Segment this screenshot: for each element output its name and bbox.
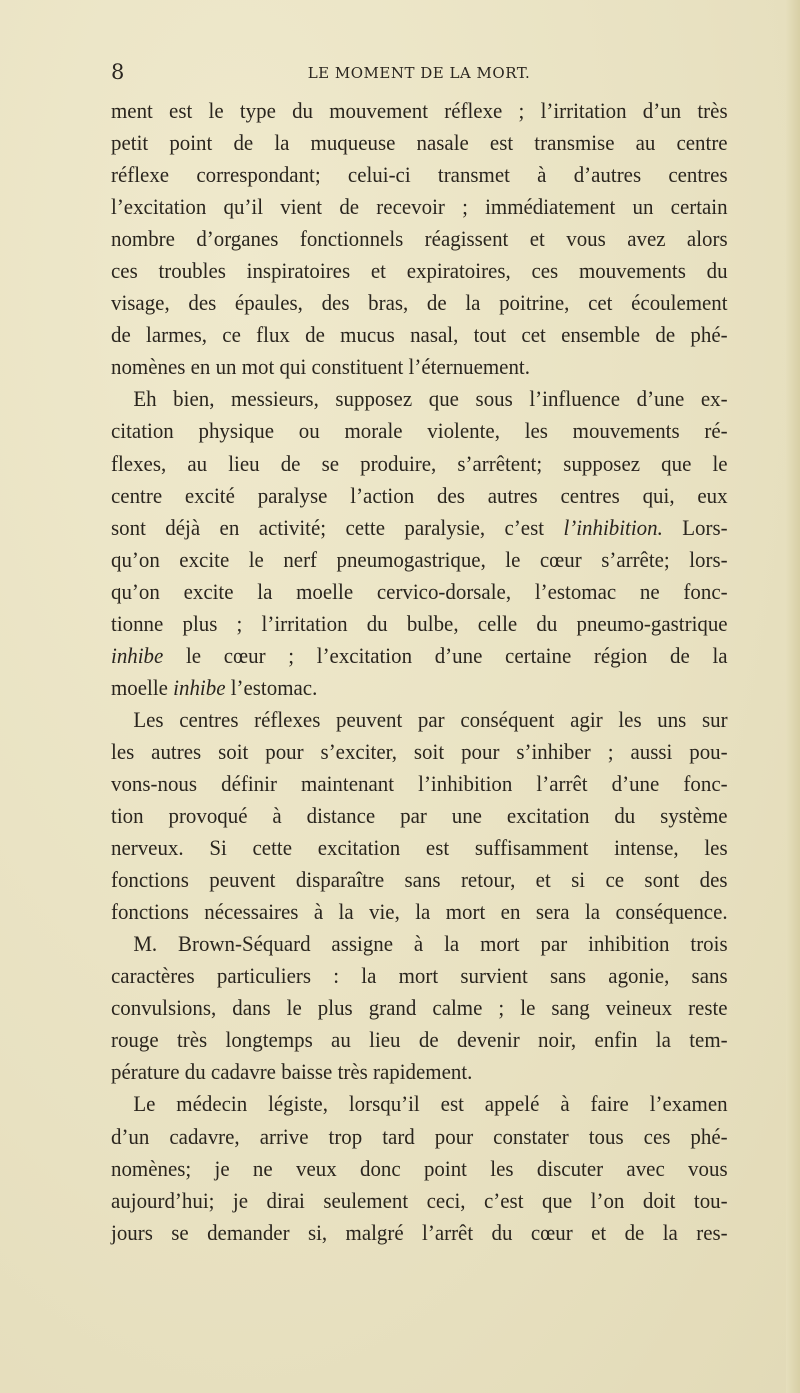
text-line <box>111 1056 728 1088</box>
text-segment: qu’on excite le nerf pneumogastrique, le cœur s’arrête; lors- <box>111 546 728 572</box>
text-segment: M. Brown-Séquard assigne à la mort par inhibition trois <box>133 931 728 957</box>
text-segment: jours se demander si, malgré l’arrêt du cœur et de la res- <box>111 1219 728 1245</box>
text-line <box>111 1024 728 1056</box>
text-segment: centre excité paralyse l’action des autres centres qui, eux <box>111 482 728 508</box>
text-segment: ment est le type du mouvement réflexe ; l’irritation d’un très <box>111 98 728 123</box>
text-segment: caractères particuliers : la mort survient sans agonie, sans <box>111 963 728 989</box>
text-line <box>111 191 728 223</box>
text-segment: nombre d’organes fonctionnels réagissent et vous avez alors <box>111 226 728 252</box>
text-line <box>111 928 728 960</box>
text-line <box>111 255 728 287</box>
text-line <box>111 992 728 1024</box>
text-segment: citation physique ou morale violente, les mouvements ré- <box>111 418 728 444</box>
text-line <box>111 800 728 832</box>
text-line <box>111 704 728 736</box>
text-line <box>111 223 728 255</box>
text-segment: Eh bien, messieurs, supposez que sous l’influence d’une ex- <box>133 386 728 412</box>
text-line <box>111 159 728 191</box>
text-segment: de larmes, ce flux de mucus nasal, tout cet ensemble de phé- <box>111 322 728 348</box>
text-line <box>111 960 728 992</box>
text-segment: nomènes; je ne veux donc point les discuter avec vous <box>111 1155 728 1181</box>
text-line <box>111 415 728 447</box>
text-segment: fonctions peuvent disparaître sans retour, et si ce sont des <box>111 867 728 893</box>
text-segment: flexes, au lieu de se produire, s’arrêtent; supposez que le <box>111 450 728 476</box>
text-line <box>111 448 728 480</box>
body-text <box>111 95 728 1249</box>
text-segment: tionne plus ; l’irritation du bulbe, celle du pneumo-gastrique <box>111 610 728 636</box>
text-line <box>111 1153 728 1185</box>
text-segment: l’estomac. <box>225 674 318 700</box>
text-segment: visage, des épaules, des bras, de la poitrine, cet écoulement <box>111 290 728 316</box>
text-segment: l’excitation qu’il vient de recevoir ; immédiatement un certain <box>111 194 728 220</box>
text-segment: pérature du cadavre baisse très rapidement. <box>111 1059 473 1085</box>
running-title: LE MOMENT DE LA MORT. <box>307 64 531 82</box>
text-line <box>111 608 728 640</box>
text-segment: rouge très longtemps au lieu de devenir noir, enfin la tem- <box>111 1027 728 1053</box>
italic-term: l’inhibition. <box>563 514 663 540</box>
text-line <box>111 576 728 608</box>
text-segment: d’un cadavre, arrive trop tard pour constater tous ces phé- <box>111 1123 728 1149</box>
text-line <box>111 1185 728 1217</box>
text-line <box>111 95 728 127</box>
text-segment: réflexe correspondant; celui-ci transmet à d’autres centres <box>111 162 728 188</box>
text-segment: tion provoqué à distance par une excitation du système <box>111 803 728 829</box>
text-line <box>111 544 728 576</box>
text-line <box>111 480 728 512</box>
text-segment: Lors- <box>662 514 728 540</box>
text-line <box>111 1217 728 1249</box>
italic-term: inhibe <box>111 642 164 668</box>
text-line <box>111 832 728 864</box>
text-line <box>111 351 728 383</box>
text-segment: le cœur ; l’excitation d’une certaine région de la <box>163 642 728 668</box>
text-line <box>111 287 728 319</box>
page-edge-shadow <box>786 0 800 1393</box>
text-line <box>111 672 728 704</box>
italic-term: inhibe <box>173 674 226 700</box>
text-segment: fonctions nécessaires à la vie, la mort en sera la conséquence. <box>111 899 728 925</box>
text-segment: petit point de la muqueuse nasale est transmise au centre <box>111 130 728 156</box>
text-line <box>111 864 728 896</box>
text-segment: nomènes en un mot qui constituent l’éternuement. <box>111 354 530 380</box>
text-line <box>111 1121 728 1153</box>
running-header <box>111 60 727 86</box>
page-number: 8 <box>111 60 125 84</box>
text-segment: vons-nous définir maintenant l’inhibition l’arrêt d’une fonc- <box>111 770 728 796</box>
text-line <box>111 319 728 351</box>
text-line <box>111 768 728 800</box>
text-segment: sont déjà en activité; cette paralysie, c’est <box>111 514 564 540</box>
text-segment: nerveux. Si cette excitation est suffisamment intense, les <box>111 835 728 861</box>
text-segment: Les centres réflexes peuvent par conséquent agir les uns sur <box>133 706 728 732</box>
text-line <box>111 383 728 415</box>
text-segment: qu’on excite la moelle cervico-dorsale, l’estomac ne fonc- <box>111 578 728 604</box>
text-line <box>111 127 728 159</box>
text-line <box>111 896 728 928</box>
text-segment: aujourd’hui; je dirai seulement ceci, c’est que l’on doit tou- <box>111 1187 728 1213</box>
text-line <box>111 512 728 544</box>
text-segment: convulsions, dans le plus grand calme ; le sang veineux reste <box>111 995 728 1021</box>
text-segment: moelle <box>111 674 174 700</box>
text-line <box>111 640 728 672</box>
text-segment: Le médecin légiste, lorsqu’il est appelé à faire l’examen <box>133 1091 728 1117</box>
text-line <box>111 1088 728 1120</box>
text-segment: ces troubles inspiratoires et expiratoires, ces mouvements du <box>111 258 728 284</box>
text-segment: les autres soit pour s’exciter, soit pour s’inhiber ; aussi pou- <box>111 738 728 764</box>
text-line <box>111 736 728 768</box>
